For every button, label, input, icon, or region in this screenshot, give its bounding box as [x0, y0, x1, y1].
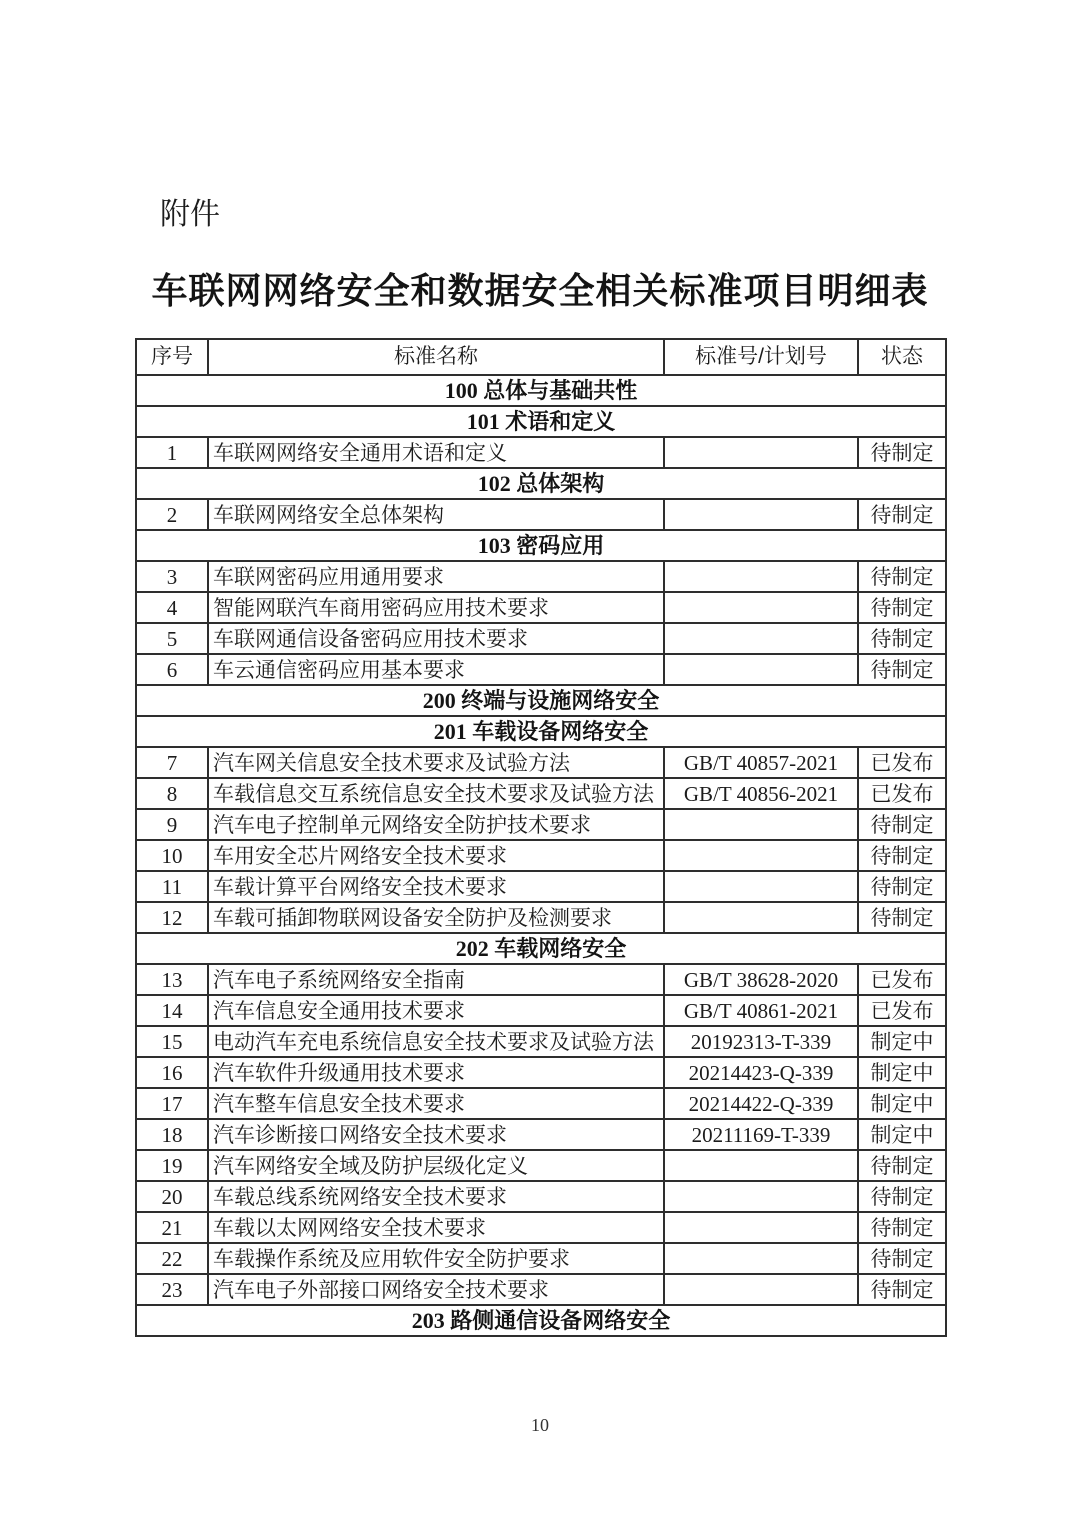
table-row — [136, 747, 946, 778]
standard-code: 20192313-T-339 — [664, 1026, 858, 1057]
standard-name: 车用安全芯片网络安全技术要求 — [208, 840, 664, 871]
standard-code — [664, 592, 858, 623]
standard-code — [664, 871, 858, 902]
standard-name: 汽车电子外部接口网络安全技术要求 — [208, 1274, 664, 1305]
standards-table-header — [136, 339, 946, 375]
standard-status: 待制定 — [858, 840, 946, 871]
standards-table — [135, 338, 947, 1337]
standard-code — [664, 902, 858, 933]
table-row — [136, 1181, 946, 1212]
section-label: 200 终端与设施网络安全 — [136, 685, 946, 716]
standard-name: 汽车诊断接口网络安全技术要求 — [208, 1119, 664, 1150]
standard-name: 车联网网络安全总体架构 — [208, 499, 664, 530]
standard-status: 待制定 — [858, 592, 946, 623]
standard-name: 汽车信息安全通用技术要求 — [208, 995, 664, 1026]
standard-code — [664, 499, 858, 530]
standard-name: 汽车整车信息安全技术要求 — [208, 1088, 664, 1119]
column-header-no: 序号 — [136, 339, 208, 375]
standard-no: 3 — [136, 561, 208, 592]
standard-no: 7 — [136, 747, 208, 778]
standard-status: 已发布 — [858, 964, 946, 995]
section-row — [136, 933, 946, 964]
standard-no: 10 — [136, 840, 208, 871]
standard-no: 20 — [136, 1181, 208, 1212]
section-label: 101 术语和定义 — [136, 406, 946, 437]
standard-name: 电动汽车充电系统信息安全技术要求及试验方法 — [208, 1026, 664, 1057]
standard-code — [664, 561, 858, 592]
standard-status: 待制定 — [858, 1243, 946, 1274]
standard-name: 车联网通信设备密码应用技术要求 — [208, 623, 664, 654]
table-row — [136, 1088, 946, 1119]
standard-status: 已发布 — [858, 995, 946, 1026]
standard-no: 8 — [136, 778, 208, 809]
table-row — [136, 499, 946, 530]
standard-no: 22 — [136, 1243, 208, 1274]
section-row — [136, 375, 946, 406]
header-row — [136, 339, 946, 375]
standard-status: 制定中 — [858, 1026, 946, 1057]
standard-code: GB/T 40861-2021 — [664, 995, 858, 1026]
standard-no: 9 — [136, 809, 208, 840]
standard-name: 车载可插卸物联网设备安全防护及检测要求 — [208, 902, 664, 933]
table-row — [136, 1119, 946, 1150]
standard-status: 待制定 — [858, 623, 946, 654]
section-label: 203 路侧通信设备网络安全 — [136, 1305, 946, 1336]
standard-no: 14 — [136, 995, 208, 1026]
standard-status: 待制定 — [858, 871, 946, 902]
page-title: 车联网网络安全和数据安全相关标准项目明细表 — [151, 271, 929, 311]
standard-name: 智能网联汽车商用密码应用技术要求 — [208, 592, 664, 623]
standard-name: 车联网密码应用通用要求 — [208, 561, 664, 592]
standard-code — [664, 1212, 858, 1243]
table-row — [136, 809, 946, 840]
standard-no: 15 — [136, 1026, 208, 1057]
standard-name: 车载以太网网络安全技术要求 — [208, 1212, 664, 1243]
standard-code — [664, 1181, 858, 1212]
standard-no: 11 — [136, 871, 208, 902]
standard-status: 待制定 — [858, 1212, 946, 1243]
standard-no: 19 — [136, 1150, 208, 1181]
standards-table-body — [136, 375, 946, 1336]
column-header-status: 状态 — [858, 339, 946, 375]
standard-code — [664, 1274, 858, 1305]
standard-status: 待制定 — [858, 1274, 946, 1305]
section-label: 100 总体与基础共性 — [136, 375, 946, 406]
standard-no: 21 — [136, 1212, 208, 1243]
standard-no: 17 — [136, 1088, 208, 1119]
standard-status: 待制定 — [858, 809, 946, 840]
section-row — [136, 1305, 946, 1336]
standard-no: 16 — [136, 1057, 208, 1088]
standard-name: 车载计算平台网络安全技术要求 — [208, 871, 664, 902]
section-label: 103 密码应用 — [136, 530, 946, 561]
standard-name: 汽车电子系统网络安全指南 — [208, 964, 664, 995]
standard-status: 待制定 — [858, 1150, 946, 1181]
table-row — [136, 623, 946, 654]
standard-code — [664, 623, 858, 654]
standard-no: 5 — [136, 623, 208, 654]
table-row — [136, 1212, 946, 1243]
section-row — [136, 406, 946, 437]
table-row — [136, 995, 946, 1026]
standard-name: 车载操作系统及应用软件安全防护要求 — [208, 1243, 664, 1274]
standard-code: GB/T 38628-2020 — [664, 964, 858, 995]
table-row — [136, 1057, 946, 1088]
standard-name: 车云通信密码应用基本要求 — [208, 654, 664, 685]
table-row — [136, 1150, 946, 1181]
standard-status: 待制定 — [858, 902, 946, 933]
standard-name: 汽车网络安全域及防护层级化定义 — [208, 1150, 664, 1181]
standard-code: GB/T 40856-2021 — [664, 778, 858, 809]
standard-status: 待制定 — [858, 654, 946, 685]
table-row — [136, 902, 946, 933]
section-row — [136, 716, 946, 747]
standard-status: 制定中 — [858, 1119, 946, 1150]
table-row — [136, 1274, 946, 1305]
standard-code: 20211169-T-339 — [664, 1119, 858, 1150]
standard-name: 车载信息交互系统信息安全技术要求及试验方法 — [208, 778, 664, 809]
standard-no: 12 — [136, 902, 208, 933]
table-row — [136, 840, 946, 871]
table-row — [136, 561, 946, 592]
section-label: 102 总体架构 — [136, 468, 946, 499]
table-row — [136, 1243, 946, 1274]
table-row — [136, 778, 946, 809]
standard-name: 车联网网络安全通用术语和定义 — [208, 437, 664, 468]
standard-name: 汽车网关信息安全技术要求及试验方法 — [208, 747, 664, 778]
standard-code — [664, 437, 858, 468]
standard-no: 13 — [136, 964, 208, 995]
table-row — [136, 1026, 946, 1057]
standard-status: 待制定 — [858, 561, 946, 592]
section-label: 201 车载设备网络安全 — [136, 716, 946, 747]
table-row — [136, 871, 946, 902]
standard-code — [664, 840, 858, 871]
standard-status: 待制定 — [858, 1181, 946, 1212]
standard-no: 23 — [136, 1274, 208, 1305]
standard-status: 已发布 — [858, 747, 946, 778]
section-row — [136, 530, 946, 561]
standard-no: 1 — [136, 437, 208, 468]
standard-no: 2 — [136, 499, 208, 530]
standard-status: 待制定 — [858, 437, 946, 468]
standard-code — [664, 1150, 858, 1181]
table-row — [136, 592, 946, 623]
standard-no: 4 — [136, 592, 208, 623]
standard-name: 汽车软件升级通用技术要求 — [208, 1057, 664, 1088]
standard-code — [664, 809, 858, 840]
standard-no: 18 — [136, 1119, 208, 1150]
standard-status: 制定中 — [858, 1088, 946, 1119]
standard-status: 制定中 — [858, 1057, 946, 1088]
column-header-code: 标准号/计划号 — [664, 339, 858, 375]
table-row — [136, 437, 946, 468]
standard-code: GB/T 40857-2021 — [664, 747, 858, 778]
page-number: 10 — [531, 1415, 549, 1435]
standard-status: 已发布 — [858, 778, 946, 809]
standard-code: 20214423-Q-339 — [664, 1057, 858, 1088]
standard-code — [664, 654, 858, 685]
table-row — [136, 654, 946, 685]
section-label: 202 车载网络安全 — [136, 933, 946, 964]
standard-code: 20214422-Q-339 — [664, 1088, 858, 1119]
column-header-name: 标准名称 — [208, 339, 664, 375]
standard-no: 6 — [136, 654, 208, 685]
table-row — [136, 964, 946, 995]
section-row — [136, 468, 946, 499]
standard-name: 车载总线系统网络安全技术要求 — [208, 1181, 664, 1212]
section-row — [136, 685, 946, 716]
standard-name: 汽车电子控制单元网络安全防护技术要求 — [208, 809, 664, 840]
attachment-label: 附件 — [160, 198, 220, 231]
standard-code — [664, 1243, 858, 1274]
standard-status: 待制定 — [858, 499, 946, 530]
